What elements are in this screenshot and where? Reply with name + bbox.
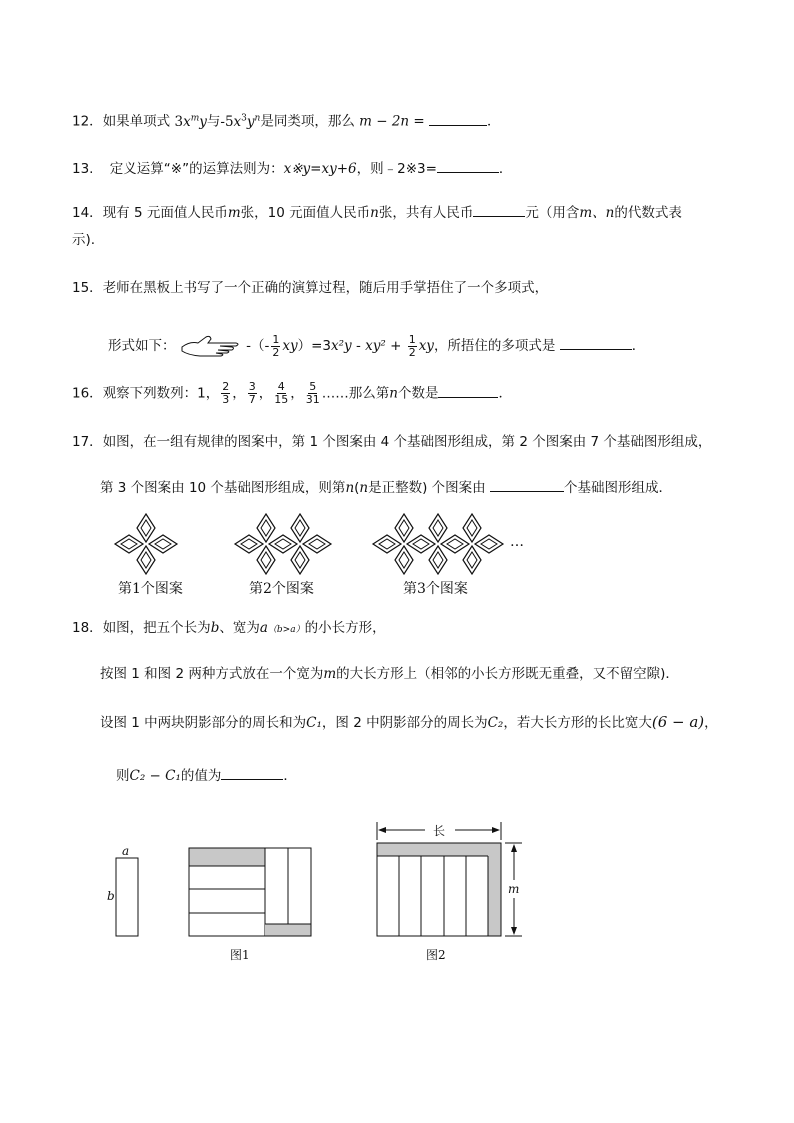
q15-rhs3: xy xyxy=(418,338,434,354)
figure-1 xyxy=(189,848,311,936)
q12-pre: 如果单项式 xyxy=(102,113,171,130)
q12-answer-blank[interactable] xyxy=(429,111,487,126)
q17-line2a: 第 3 个图案由 10 个基础图形组成，则第 xyxy=(100,480,346,496)
q15-minus: -（- xyxy=(246,338,270,354)
small-rectangle xyxy=(116,858,138,936)
q17-number: 17． xyxy=(72,434,103,450)
question-15-formula xyxy=(108,333,645,359)
pattern-2-caption: 第2个图案 xyxy=(249,581,314,597)
q15-end: ． xyxy=(631,338,646,354)
q14-text1: 现有 5 元面值人民币 xyxy=(102,205,228,221)
q18-cond: （b>a） xyxy=(267,625,305,635)
figure-2 xyxy=(377,822,522,936)
fig1-label: 图1 xyxy=(230,948,250,962)
pattern-1 xyxy=(115,514,177,574)
q16-answer-blank[interactable] xyxy=(438,383,498,398)
question-17-line2 xyxy=(100,477,672,498)
question-13 xyxy=(72,158,512,179)
question-18-line1 xyxy=(72,618,386,640)
q18-end: ． xyxy=(283,768,297,784)
q17-n2: n xyxy=(359,480,369,496)
q16-frac-3: $\frac{4}{15}$ xyxy=(274,380,289,406)
q18-line3c: ，若大长方形的长比宽大 xyxy=(503,715,652,731)
q16-end: ． xyxy=(498,385,512,402)
q15-eq: ）=3 xyxy=(297,338,331,354)
fig2-length-label: 长 xyxy=(433,824,446,838)
q15-number: 15． xyxy=(72,280,103,296)
q13-text: 定义运算“※”的运算法则为： xyxy=(109,161,284,177)
q18-m: m xyxy=(323,666,337,682)
q14-answer-blank[interactable] xyxy=(473,202,525,217)
q18-line3b: ，图 2 中阴影部分的周长为 xyxy=(321,715,488,731)
q18-line3d: ， xyxy=(704,715,718,731)
q12-term1: $3x^my$ xyxy=(174,113,207,130)
question-18-line4 xyxy=(116,765,297,786)
q14-text2: 张，10 元面值人民币 xyxy=(240,205,371,221)
question-18-line3 xyxy=(100,712,718,733)
q16-text: 观察下列数列：1， xyxy=(102,385,220,402)
q12-end: ． xyxy=(487,113,501,130)
q17-line2c: 个基础图形组成． xyxy=(563,480,672,496)
q16-number: 16． xyxy=(72,385,103,402)
q18-c2: C₂ xyxy=(487,715,504,731)
q12-post: 是同类项，那么 xyxy=(260,113,355,130)
q16-text2: ……那么第 xyxy=(321,385,390,402)
q18-line4a: 则 xyxy=(116,768,130,784)
pattern-1-caption: 第1个图案 xyxy=(118,581,183,597)
q14-text3: 张，共有人民币 xyxy=(378,205,474,221)
fig-small-a-label: a xyxy=(122,844,130,858)
q12-term2: $-5x^3y^n$ xyxy=(220,113,261,130)
q15-form-label: 形式如下： xyxy=(108,338,176,354)
question-12 xyxy=(72,108,501,132)
fig2-label: 图2 xyxy=(426,948,446,962)
question-16: 16．观察下列数列：1， $\frac{2}{3}$ ， $\frac{3}{7}$ ， $\frac{4}{15}$ ， $\frac{5}{31}$ ……那么第n个数是 ． xyxy=(72,380,512,406)
q18-figures xyxy=(100,818,540,968)
pattern-3 xyxy=(373,514,503,574)
q18-number: 18． xyxy=(72,620,103,636)
q13-text2: ，则﹣2※3= xyxy=(356,161,437,177)
q15-text2: ，所捂住的多项式是 xyxy=(433,338,556,354)
q18-a: a xyxy=(259,620,268,636)
q17-line2b: 是正整数) 个图案由 xyxy=(368,480,486,496)
q15-xy: xy xyxy=(282,338,298,354)
q17-paren: ( xyxy=(354,480,360,496)
q18-line2a: 按图 1 和图 2 两种方式放在一个宽为 xyxy=(100,666,324,682)
q15-frac2: $\frac{1}{2}$ xyxy=(408,332,416,359)
q18-paren-expr: (6 − a) xyxy=(651,713,705,731)
q17-answer-blank[interactable] xyxy=(490,477,564,492)
q12-expr: m − 2n = xyxy=(359,113,425,130)
q15-text: 老师在黑板上书写了一个正确的演算过程，随后用手掌捂住了一个多项式， xyxy=(102,280,549,296)
q14-var-m: m xyxy=(227,205,241,221)
q18-b: b xyxy=(210,620,220,636)
question-14 xyxy=(72,202,682,223)
q18-line4b: 的值为 xyxy=(180,768,222,784)
question-15 xyxy=(72,278,548,298)
pattern-3-caption: 第3个图案 xyxy=(403,581,468,597)
q15-rhs2: xy² xyxy=(365,338,386,354)
fig2-m-label: m xyxy=(508,882,520,896)
question-17-line1 xyxy=(72,432,711,452)
q17-ellipsis: … xyxy=(510,534,524,550)
q13-answer-blank[interactable] xyxy=(437,158,499,173)
fig1-shade-bottom xyxy=(265,924,311,936)
pattern-2 xyxy=(235,514,331,574)
q18-line1a: 如图，把五个长为 xyxy=(102,620,211,636)
q14-vars: m、n xyxy=(579,205,615,221)
q15-rhs1: x²y xyxy=(331,338,352,354)
q14-text4: 元（用含 xyxy=(525,205,580,221)
q15-plus: + xyxy=(385,338,406,354)
fig1-shade-top xyxy=(189,848,265,866)
q17-pattern-figure xyxy=(110,512,550,582)
q16-frac-2: $\frac{3}{7}$ xyxy=(248,380,256,406)
q18-line1c: 的小长方形， xyxy=(304,620,386,636)
q18-line2b: 的大长方形上（相邻的小长方形既无重叠，又不留空隙)． xyxy=(336,666,679,682)
q17-line1: 如图，在一组有规律的图案中，第 1 个图案由 4 个基础图形组成，第 2 个图案由 7 个基础图形组成， xyxy=(102,434,712,450)
q12-mid: 与 xyxy=(206,113,221,130)
q18-line3a: 设图 1 中两块阴影部分的周长和为 xyxy=(100,715,307,731)
q16-frac-4: $\frac{5}{31}$ xyxy=(305,380,320,406)
question-14-line2: 示). xyxy=(72,232,96,248)
q18-answer-blank[interactable] xyxy=(221,765,283,780)
fig-small-b-label: b xyxy=(107,889,115,903)
q18-c1: C₁ xyxy=(306,715,322,731)
q13-rule: x※y=xy+6 xyxy=(283,161,357,177)
q16-text3: 个数是 xyxy=(397,385,439,402)
q15-minus2: - xyxy=(351,338,366,354)
q18-line4expr: C₂ − C₁ xyxy=(129,768,181,784)
q12-number: 12． xyxy=(72,113,103,130)
q14-var-n: n xyxy=(370,205,379,221)
q18-line1b: 、宽为 xyxy=(219,620,260,636)
q16-frac-1: $\frac{2}{3}$ xyxy=(222,380,230,406)
q14-text5: 的代数式表 xyxy=(614,205,682,221)
q13-number: 13. xyxy=(72,161,94,177)
q16-var-n: n xyxy=(389,385,398,402)
q17-n: n xyxy=(345,480,355,496)
question-18-line2 xyxy=(100,664,679,684)
q15-answer-blank[interactable] xyxy=(560,335,632,350)
q14-number: 14． xyxy=(72,205,103,221)
hand-icon xyxy=(180,333,242,359)
q13-end: ． xyxy=(498,161,513,177)
q15-frac1: $\frac{1}{2}$ xyxy=(272,332,280,359)
